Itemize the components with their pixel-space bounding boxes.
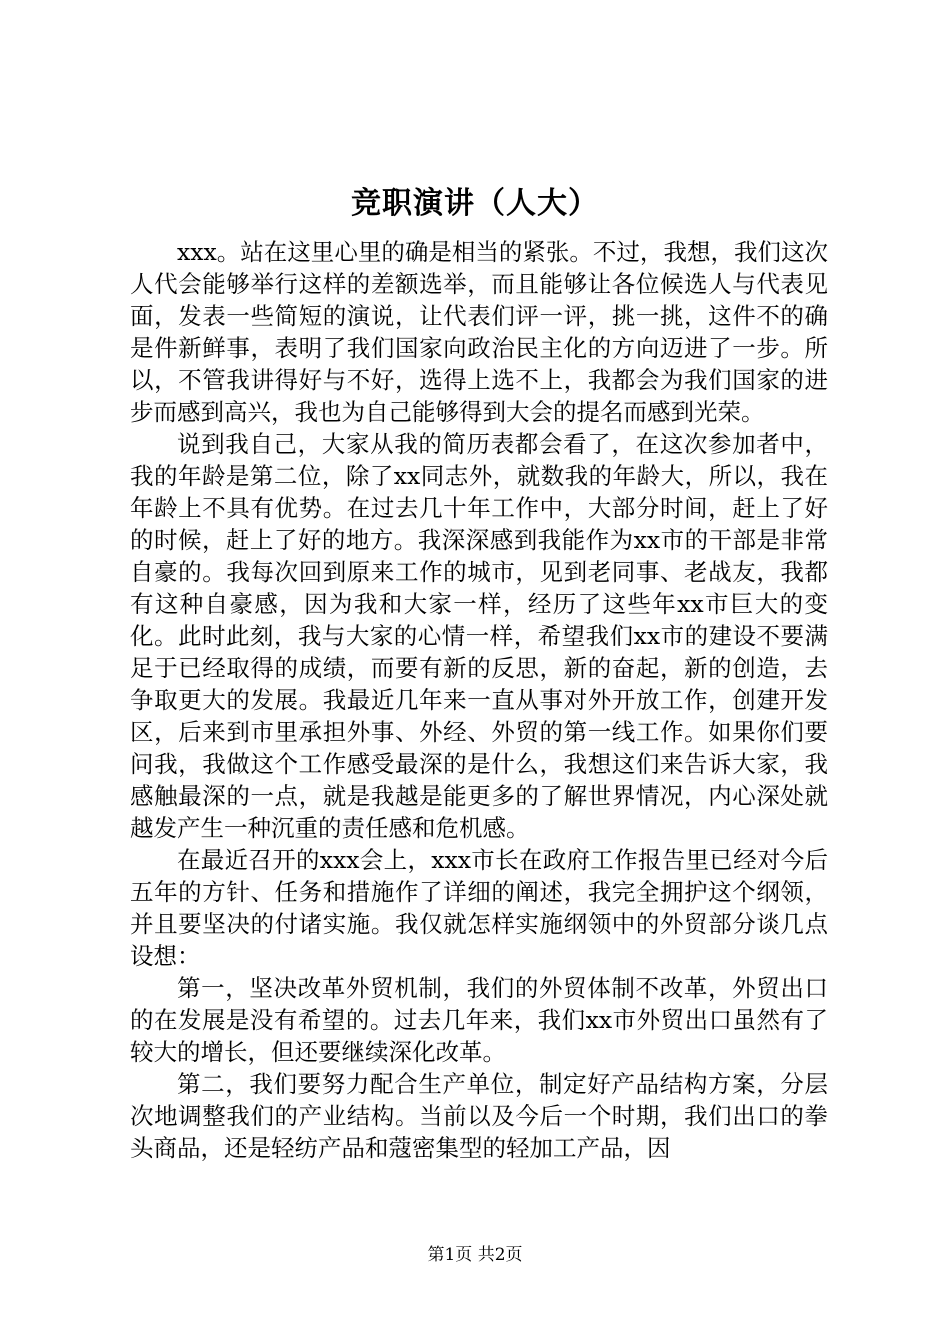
page-number-footer: 第1页 共2页	[427, 1245, 523, 1265]
paragraph: 说到我自己，大家从我的简历表都会看了，在这次参加者中，我的年龄是第二位，除了xx同志外，就数我的年龄大，所以，我在年龄上不具有优势。在过去几十年工作中，大部分时间，赶上了好的时候，赶上了好的地方。我深深感到我能作为xx市的干部是非常自豪的。我每次回到原来工作的城市，见到老同事、老战友，我都有这种自豪感，因为我和大家一样，经历了这些年xx市巨大的变化。此时此刻，我与大家的心情一样，希望我们xx市的建设不要满足于已经取得的成绩，而要有新的反思，新的奋起，新的创造，去争取更大的发展。我最近几年来一直从事对外开放工作，创建开发区，后来到市里承担外事、外经、外贸的第一线工作。如果你们要问我，我做这个工作感受最深的是什么，我想这们来告诉大家，我感触最深的一点，就是我越是能更多的了解世界情况，内心深处就越发产生一种沉重的责任感和危机感。	[130, 430, 828, 842]
page-title: 竞职演讲（人大）	[351, 186, 599, 221]
paragraph: xxx。站在这里心里的确是相当的紧张。不过，我想，我们这次人代会能够举行这样的差额选举，而且能够让各位候选人与代表见面，发表一些简短的演说，让代表们评一评，挑一挑，这件不的确是件新鲜事，表明了我们国家向政治民主化的方向迈进了一步。所以，不管我讲得好与不好，选得上选不上，我都会为我们国家的进步而感到高兴，我也为自己能够得到大会的提名而感到光荣。	[130, 238, 828, 426]
paragraph: 第二，我们要努力配合生产单位，制定好产品结构方案，分层次地调整我们的产业结构。当前以及今后一个时期，我们出口的拳头商品，还是轻纺产品和蔻密集型的轻加工产品，因	[130, 1070, 828, 1162]
paragraph: 第一，坚决改革外贸机制，我们的外贸体制不改革，外贸出口的在发展是没有希望的。过去几年来，我们xx市外贸出口虽然有了较大的增长，但还要继续深化改革。	[130, 974, 828, 1066]
document-body	[130, 236, 828, 1164]
paragraph: 在最近召开的xxx会上，xxx市长在政府工作报告里已经对今后五年的方针、任务和措施作了详细的阐述，我完全拥护这个纲领，并且要坚决的付诸实施。我仅就怎样实施纲领中的外贸部分谈几点设想：	[130, 846, 828, 970]
